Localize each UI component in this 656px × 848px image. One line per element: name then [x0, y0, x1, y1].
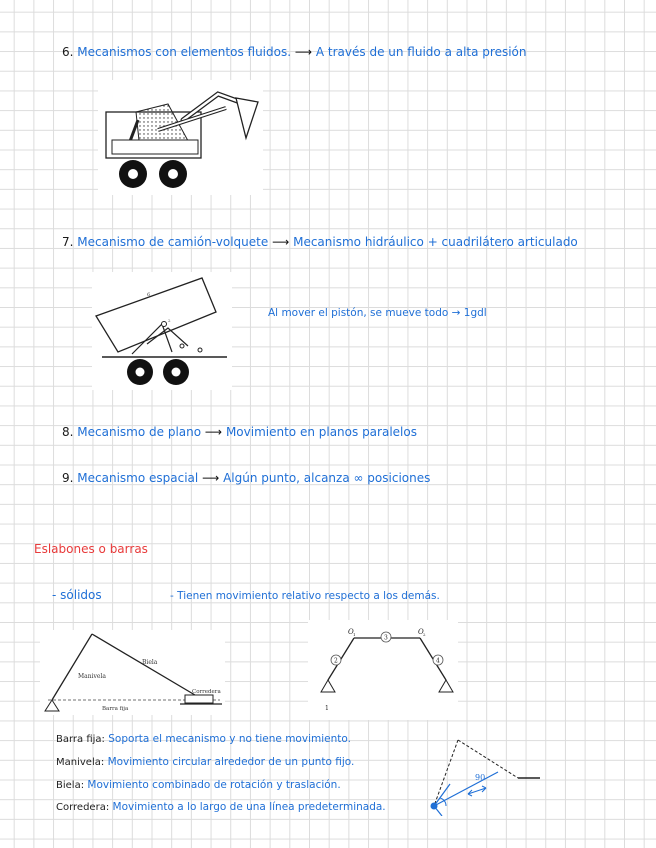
eslabones-heading: Eslabones o barras: [34, 542, 148, 556]
item-9-arrow: ⟶: [202, 471, 220, 485]
item-6-arrow: ⟶: [294, 45, 313, 59]
four-bar-figure: [308, 620, 458, 720]
definition-barra-fija: [56, 731, 351, 748]
item-8-line: [62, 424, 417, 440]
definition-text: Movimiento circular alrededor de un punto fijo.: [107, 756, 355, 768]
definition-term: Biela:: [56, 780, 85, 791]
label-manivela: Manivela: [78, 673, 106, 680]
item-7-note: Al mover el pistón, se mueve todo → 1gdl: [268, 307, 487, 319]
item-7-description: Mecanismo hidráulico + cuadrilátero articulado: [293, 235, 578, 249]
crank-slider-figure: [40, 630, 225, 715]
svg-text:2: 2: [168, 318, 171, 323]
item-7-line: [62, 234, 578, 250]
item-6-number: 6.: [62, 45, 74, 59]
label-corredera: Corredera: [192, 689, 221, 695]
label-o2-sub: 2: [423, 632, 426, 637]
definition-manivela: [56, 754, 354, 771]
item-9-number: 9.: [62, 471, 74, 485]
label-link-2: 2: [334, 657, 338, 665]
item-9-title: Mecanismo espacial: [77, 471, 199, 485]
dump-truck-figure: [92, 272, 232, 390]
label-link-1: 1: [325, 705, 329, 712]
label-biela: Biela: [142, 659, 158, 666]
item-8-title: Mecanismo de plano: [77, 425, 202, 439]
item-7-title: Mecanismo de camión-volquete: [77, 235, 269, 249]
loader-mechanism-figure: [98, 80, 263, 195]
definition-corredera: [56, 799, 386, 816]
label-o1: O: [348, 628, 354, 636]
item-6-line: [62, 44, 527, 60]
definition-term: Barra fija:: [56, 734, 105, 745]
item-7-arrow: ⟶: [272, 235, 290, 249]
label-link-3: 3: [384, 634, 388, 642]
sketch-angle-label: 90: [475, 773, 486, 782]
item-6-title: Mecanismos con elementos fluidos.: [77, 45, 292, 59]
definition-term: Corredera:: [56, 802, 110, 813]
solidos-description: - Tienen movimiento relativo respecto a los demás.: [170, 590, 440, 602]
definition-text: Movimiento a lo largo de una línea predeterminada.: [112, 801, 386, 813]
svg-text:6: 6: [147, 292, 151, 298]
label-barra-fija: Barra fija: [102, 706, 129, 712]
item-9-line: [62, 470, 430, 486]
item-6-description: A través de un fluido a alta presión: [315, 45, 527, 59]
item-8-arrow: ⟶: [204, 425, 223, 439]
definition-biela: [56, 777, 341, 794]
solidos-label: - sólidos: [52, 588, 102, 602]
item-7-number: 7.: [62, 235, 74, 249]
definition-text: Movimiento combinado de rotación y traslación.: [87, 779, 341, 791]
label-o1-sub: 1: [353, 632, 356, 637]
label-o2: O: [418, 628, 424, 636]
item-8-number: 8.: [62, 425, 74, 439]
definition-term: Manivela:: [56, 757, 105, 768]
definition-text: Soporta el mecanismo y no tiene movimiento.: [108, 733, 351, 745]
hand-sketch-figure: [420, 732, 545, 816]
item-8-description: Movimiento en planos paralelos: [225, 425, 417, 439]
item-9-description: Algún punto, alcanza ∞ posiciones: [223, 471, 431, 485]
label-link-4: 4: [436, 657, 440, 665]
